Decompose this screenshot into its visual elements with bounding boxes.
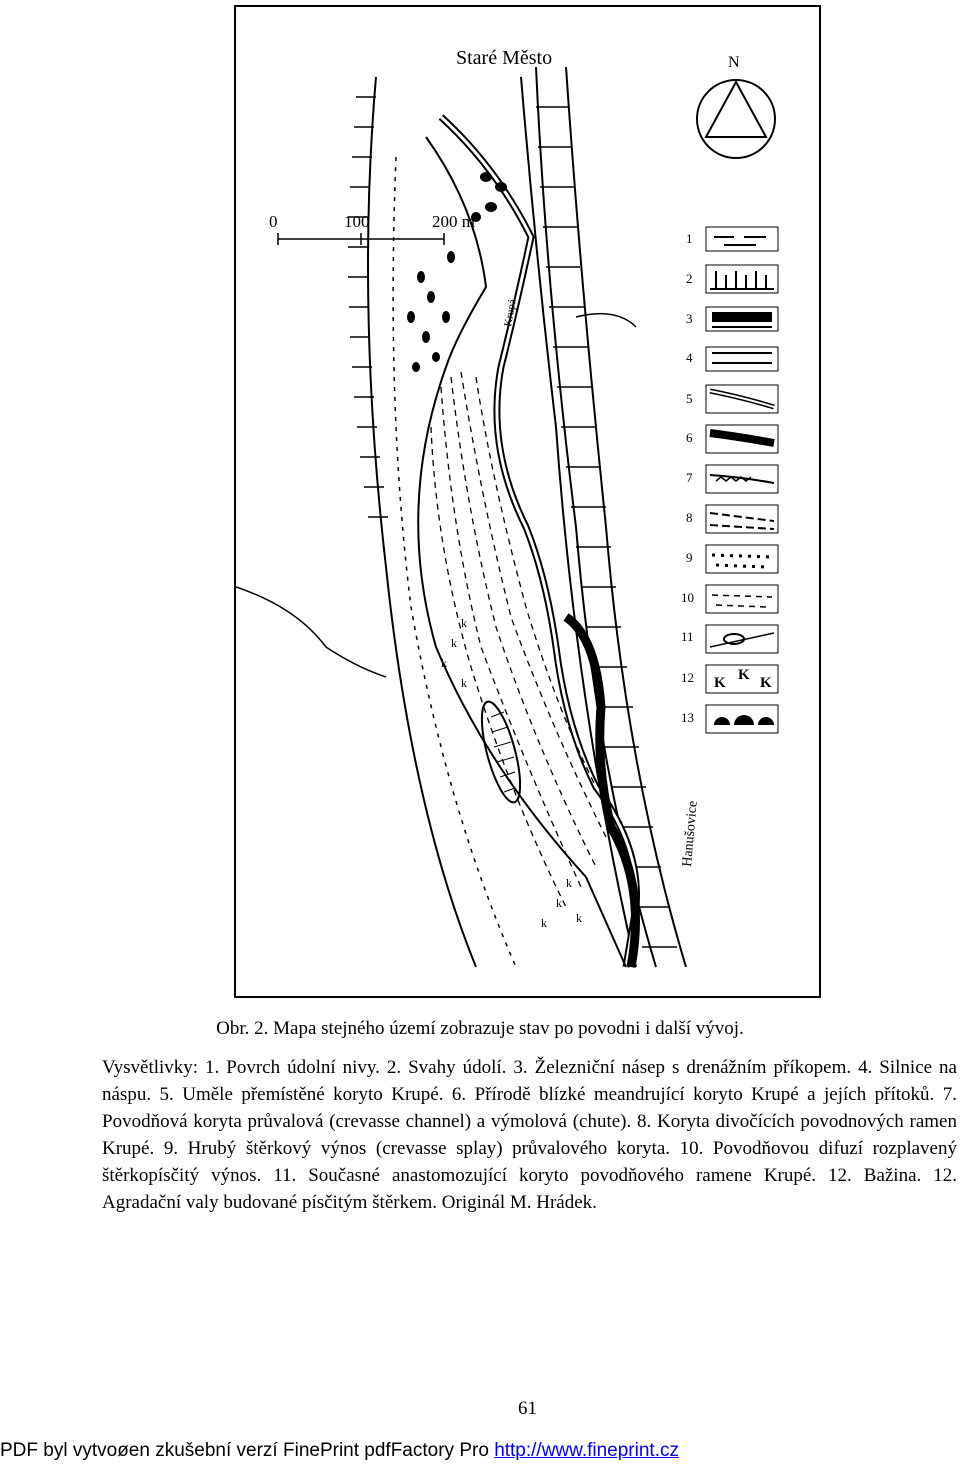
svg-text:K: K — [760, 675, 772, 691]
svg-text:k: k — [461, 616, 467, 630]
legend-num: 4 — [686, 350, 693, 365]
legend-swatch-11 — [706, 625, 778, 653]
svg-text:k: k — [461, 676, 467, 690]
scale-bar — [269, 212, 475, 245]
town-label: Staré Město — [456, 47, 553, 69]
legend-swatch-1 — [706, 227, 778, 251]
road-label: Hanušovice — [680, 800, 701, 868]
svg-text:k: k — [451, 636, 457, 650]
legend-swatch-10 — [706, 585, 778, 613]
legend-num: 5 — [686, 391, 693, 406]
legend-num: 6 — [686, 430, 693, 445]
north-circle-icon — [697, 80, 775, 158]
marsh-area — [474, 698, 528, 806]
legend-num: 13 — [681, 710, 694, 725]
scale-label-100: 100 — [344, 212, 370, 231]
svg-text:k: k — [556, 896, 562, 910]
legend-num: 1 — [686, 231, 693, 246]
svg-text:k: k — [576, 911, 582, 925]
pdf-footer — [0, 1440, 679, 1462]
legend-swatch-9 — [706, 545, 778, 573]
legend-num: 9 — [686, 550, 693, 565]
dashed-channel — [393, 157, 516, 967]
legend-num: 11 — [681, 629, 694, 644]
scale-label-200: 200 m — [432, 212, 475, 231]
figure-caption: Obr. 2. Mapa stejného území zobrazuje stav po povodni i další vývoj. — [216, 1018, 744, 1039]
legend-num: 7 — [686, 470, 693, 485]
legend-num: 10 — [681, 590, 694, 605]
page-number: 61 — [518, 1398, 537, 1419]
svg-text:K: K — [738, 667, 750, 683]
svg-text:K: K — [714, 675, 726, 691]
footer-link[interactable]: http://www.fineprint.cz — [494, 1440, 679, 1461]
scale-label-0: 0 — [269, 212, 278, 231]
braided-channels — [431, 372, 606, 907]
legend-swatch-4 — [706, 347, 778, 371]
legend-num: 8 — [686, 510, 693, 525]
map-figure — [234, 5, 821, 998]
valley-slope-left — [368, 77, 476, 967]
legend-num: 2 — [686, 271, 693, 286]
map-drawing — [236, 7, 819, 996]
legend-num: 12 — [681, 670, 694, 685]
legend-swatch-8 — [706, 505, 778, 533]
slope-hatching-left — [348, 97, 388, 517]
north-label: N — [728, 54, 740, 71]
svg-text:k: k — [566, 876, 572, 890]
legend-description: Vysvětlivky: 1. Povrch údolní nivy. 2. Svahy údolí. 3. Železniční násep s drenážním příkopem. 4. Silnice na náspu. 5. Uměle přemístěné koryto Krupé. 6. Přírodě blízké meandrující koryto Krupé a jejích přítoků. 7. Povodňová koryta průvalová (crevasse channel) a výmolová (chute). 8. Koryta divočících povodnových ramen Krupé. 9. Hrubý štěrkový výnos (crevasse splay) průvalového koryta. 10. Povodňovou difuzí rozplavený štěrkopísčitý výnos. 11. Současné anastomozující koryto povodňového ramene Krupé. 12. Bažina. 12. Agradační valy budované písčitým štěrkem. Originál M. Hrádek. — [102, 1057, 957, 1213]
railway-embankment — [536, 67, 656, 967]
footer-text: PDF byl vytvoøen zkušební verzí FinePrint pdfFactory Pro — [0, 1440, 495, 1461]
legend — [681, 227, 778, 733]
tributary-left — [236, 587, 386, 677]
legend-num: 3 — [686, 311, 693, 326]
svg-text:k: k — [441, 656, 447, 670]
svg-text:k: k — [541, 916, 547, 930]
river-label: Krupá — [502, 298, 519, 328]
north-arrow-icon — [706, 82, 766, 137]
